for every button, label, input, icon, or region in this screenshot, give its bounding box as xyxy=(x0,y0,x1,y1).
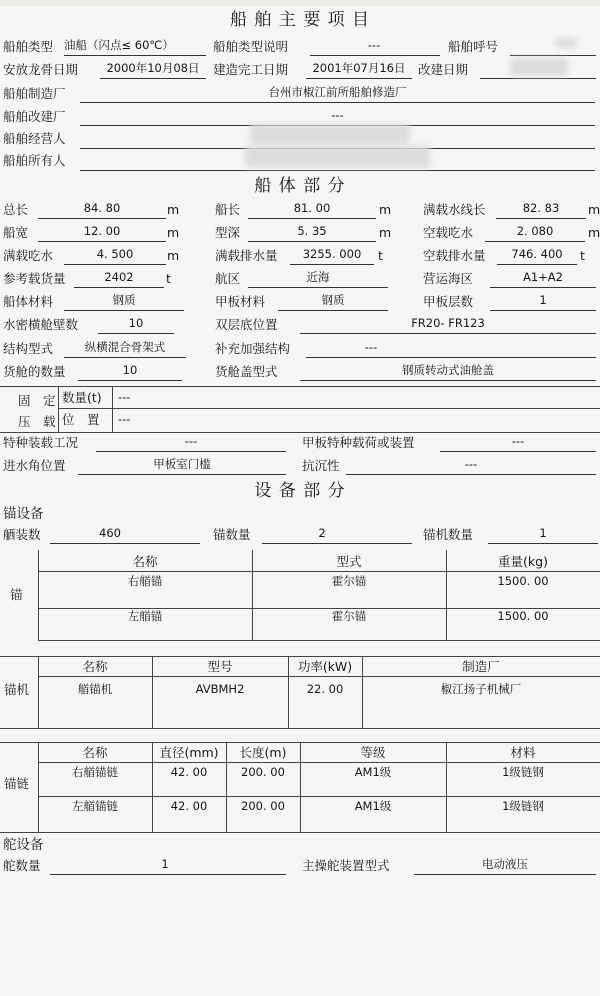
anchor-row-1-type: 霍尔锚 xyxy=(331,574,367,588)
ref-load-line xyxy=(74,287,164,288)
hull-title: 船 体 部 分 xyxy=(254,176,346,196)
chain-row-2-grade: AM1级 xyxy=(354,799,392,813)
modify-date-line xyxy=(480,78,596,79)
light-draft-value: 2. 080 xyxy=(516,224,554,238)
chain-table-header-line xyxy=(38,762,600,763)
ship-type-desc-label: 船舶类型说明 xyxy=(213,39,289,54)
rudder-count-label: 舵数量 xyxy=(3,858,41,873)
keel-date-value: 2000年10月08日 xyxy=(106,61,200,75)
top-cropped-strip xyxy=(0,0,600,6)
structure-label: 结构型式 xyxy=(3,341,54,356)
deck-material-line xyxy=(278,310,388,311)
ship-type-line xyxy=(64,55,206,56)
ballast-mid-line xyxy=(58,408,600,409)
depth-label: 型深 xyxy=(215,225,241,240)
special-load-value: --- xyxy=(184,434,198,448)
windlass-header-name: 名称 xyxy=(82,659,108,674)
beam-label: 船宽 xyxy=(3,225,29,240)
full-disp-line xyxy=(290,264,374,265)
special-load-label: 特种装载工况 xyxy=(3,435,79,450)
chain-header-grade: 等级 xyxy=(360,745,386,760)
chain-table-bottom-line xyxy=(0,832,600,833)
full-draft-unit: m xyxy=(167,248,180,263)
chain-row-2-name: 左艏锚链 xyxy=(72,799,118,813)
anchor-row-1-weight: 1500. 00 xyxy=(497,574,549,588)
wll-label: 满载水线长 xyxy=(423,202,486,217)
chain-header-name: 名称 xyxy=(82,745,108,760)
holds-line xyxy=(78,380,182,381)
fit-num-line xyxy=(50,543,200,544)
loa-line xyxy=(38,218,166,219)
ballast-qty-label: 数量(t) xyxy=(62,390,102,405)
op-area-value: A1+A2 xyxy=(522,270,563,284)
anchor-table-bottom-line xyxy=(38,640,600,641)
structure-line xyxy=(64,357,186,358)
deck-layers-line xyxy=(490,310,596,311)
ballast-label-1: 固 定 xyxy=(18,393,56,408)
windlass-row-power: 22. 00 xyxy=(306,682,344,696)
light-disp-label: 空载排水量 xyxy=(423,248,486,263)
anchor-header-name: 名称 xyxy=(132,554,158,569)
fit-num-label: 舾装数 xyxy=(3,527,41,542)
anchor-table-header-line xyxy=(38,571,600,572)
chain-row-2-material: 1级链钢 xyxy=(502,799,544,813)
full-disp-value: 3255. 000 xyxy=(302,247,362,261)
deck-special-value: --- xyxy=(511,434,525,448)
anchor-row-1-name: 右艏锚 xyxy=(127,574,163,588)
chain-table-row-line xyxy=(38,796,600,797)
anchor-row-2-name: 左艏锚 xyxy=(127,609,163,623)
operator-label: 船舶经营人 xyxy=(3,131,66,146)
callsign-line xyxy=(510,55,596,56)
ballast-divider xyxy=(58,386,59,432)
chain-header-length: 长度(m) xyxy=(239,745,287,760)
callsign-label: 船舶呼号 xyxy=(448,39,499,54)
double-bottom-value: FR20- FR123 xyxy=(411,316,485,330)
anchor-count-value: 2 xyxy=(318,526,326,540)
ballast-label-2: 压 载 xyxy=(18,414,56,429)
wll-unit: m xyxy=(588,202,600,217)
depth-unit: m xyxy=(379,225,392,240)
windlass-row-name: 艏锚机 xyxy=(77,682,113,696)
ship-type-desc-line xyxy=(310,55,440,56)
anchor-row-2-weight: 1500. 00 xyxy=(497,609,549,623)
hatch-line xyxy=(300,380,596,381)
chain-row-2-diameter: 42. 00 xyxy=(170,799,208,813)
light-draft-label: 空载吃水 xyxy=(423,225,474,240)
builder-label: 船舶制造厂 xyxy=(3,86,66,101)
builder-line xyxy=(80,102,595,103)
hatch-label: 货舱盖型式 xyxy=(215,364,278,379)
anchor-header-type: 型式 xyxy=(336,554,362,569)
builder-value: 台州市椒江前所船舶修造厂 xyxy=(268,85,407,99)
beam-unit: m xyxy=(167,225,180,240)
nav-area-line xyxy=(248,287,388,288)
hull-material-line xyxy=(64,310,184,311)
loa-label: 总长 xyxy=(3,202,29,217)
deck-special-line xyxy=(440,451,596,452)
anti-sink-value: --- xyxy=(464,457,478,471)
full-disp-label: 满载排水量 xyxy=(215,248,278,263)
beam-line xyxy=(38,241,166,242)
ref-load-label: 参考载货量 xyxy=(3,271,66,286)
ballast-top-line xyxy=(0,386,600,387)
light-draft-line xyxy=(485,241,585,242)
rudder-section-label: 舵设备 xyxy=(3,837,44,853)
anchor-count-label: 锚数量 xyxy=(213,527,251,542)
depth-value: 5. 35 xyxy=(297,224,327,238)
beam-value: 12. 00 xyxy=(83,224,121,238)
bulkheads-line xyxy=(98,333,174,334)
ballast-pos-label: 位 置 xyxy=(62,412,100,427)
steering-value: 电动液压 xyxy=(482,857,528,871)
loa-value: 84. 80 xyxy=(83,201,121,215)
main-items-title: 船 舶 主 要 项 目 xyxy=(229,10,371,30)
windlass-header-power: 功率(kW) xyxy=(297,659,353,674)
equipment-title: 设 备 部 分 xyxy=(254,481,346,501)
rudder-count-value: 1 xyxy=(161,857,169,871)
windlass-row-model: AVBMH2 xyxy=(195,682,245,696)
steering-label: 主操舵装置型式 xyxy=(302,858,390,873)
deck-material-value: 钢质 xyxy=(321,293,345,307)
windlass-count-line xyxy=(488,543,598,544)
lbp-unit: m xyxy=(379,202,392,217)
chain-row-1-material: 1级链钢 xyxy=(502,765,544,779)
hull-material-label: 船体材料 xyxy=(3,294,54,309)
full-draft-value: 4. 500 xyxy=(96,247,134,261)
owner-redacted xyxy=(245,146,430,168)
rebuilder-label: 船舶改建厂 xyxy=(3,109,66,124)
complete-date-value: 2001年07月16日 xyxy=(312,61,406,75)
keel-date-line xyxy=(100,78,206,79)
windlass-table-header-line xyxy=(38,676,600,677)
wll-value: 82. 83 xyxy=(522,201,560,215)
modify-date-redacted xyxy=(510,58,568,76)
holds-value: 10 xyxy=(122,363,138,377)
full-disp-unit: t xyxy=(378,248,383,263)
chain-header-material: 材料 xyxy=(510,745,536,760)
complete-date-line xyxy=(306,78,412,79)
bulkheads-value: 10 xyxy=(128,316,144,330)
double-bottom-label: 双层底位置 xyxy=(215,317,278,332)
op-area-line xyxy=(490,287,596,288)
deck-layers-value: 1 xyxy=(539,293,547,307)
modify-date-label: 改建日期 xyxy=(418,62,469,77)
ballast-qty-value: --- xyxy=(118,390,131,404)
hatch-value: 钢质转动式油舱盖 xyxy=(402,363,494,377)
lbp-line xyxy=(248,218,376,219)
ballast-divider-2 xyxy=(112,386,113,432)
bulkheads-label: 水密横舱壁数 xyxy=(3,317,79,332)
flood-value: 甲板室门槛 xyxy=(153,457,211,471)
anti-sink-label: 抗沉性 xyxy=(302,458,340,473)
chain-row-1-diameter: 42. 00 xyxy=(170,765,208,779)
flood-line xyxy=(78,474,286,475)
callsign-redacted xyxy=(555,38,577,48)
operator-redacted xyxy=(250,124,410,144)
anchor-section-label: 锚设备 xyxy=(3,506,44,522)
windlass-header-maker: 制造厂 xyxy=(462,659,500,674)
op-area-label: 营运海区 xyxy=(423,271,474,286)
rebuilder-value: --- xyxy=(331,108,344,122)
anti-sink-line xyxy=(346,474,596,475)
light-disp-unit: t xyxy=(580,248,585,263)
chain-row-1-name: 右艏锚链 xyxy=(72,765,118,779)
chain-header-diameter: 直径(mm) xyxy=(159,745,219,760)
chain-table-side-label: 锚链 xyxy=(4,776,30,791)
light-disp-value: 746. 400 xyxy=(511,247,563,261)
anchor-count-line xyxy=(262,543,412,544)
windlass-count-label: 锚机数量 xyxy=(423,527,474,542)
double-bottom-line xyxy=(300,333,596,334)
windlass-table-bottom-line xyxy=(0,728,600,729)
fit-num-value: 460 xyxy=(99,526,121,540)
nav-area-value: 近海 xyxy=(306,270,330,284)
chain-row-1-grade: AM1级 xyxy=(354,765,392,779)
reinforce-line xyxy=(306,357,596,358)
ballast-pos-value: --- xyxy=(118,412,131,426)
flood-label: 进水角位置 xyxy=(3,458,66,473)
windlass-row-maker: 椒江扬子机械厂 xyxy=(440,682,522,696)
light-disp-line xyxy=(497,264,577,265)
windlass-header-model: 型号 xyxy=(207,659,233,674)
reinforce-label: 补充加强结构 xyxy=(215,341,291,356)
ship-type-desc-value: --- xyxy=(367,38,381,52)
rudder-count-line xyxy=(50,874,286,875)
deck-special-label: 甲板特种载荷或装置 xyxy=(302,435,415,450)
deck-layers-label: 甲板层数 xyxy=(423,294,474,309)
holds-label: 货舱的数量 xyxy=(3,364,66,379)
hull-material-value: 钢质 xyxy=(112,293,136,307)
lbp-value: 81. 00 xyxy=(293,201,331,215)
anchor-table-side-label: 锚 xyxy=(10,587,23,602)
owner-line xyxy=(80,170,595,171)
full-draft-line xyxy=(64,264,166,265)
ship-type-label: 船舶类型 xyxy=(3,39,54,54)
complete-date-label: 建造完工日期 xyxy=(213,62,289,77)
chain-row-2-length: 200. 00 xyxy=(241,799,285,813)
anchor-header-weight: 重量(kg) xyxy=(498,554,548,569)
ref-load-value: 2402 xyxy=(104,270,134,284)
wll-line xyxy=(496,218,586,219)
ref-load-unit: t xyxy=(166,271,171,286)
full-draft-label: 满载吃水 xyxy=(3,248,54,263)
windlass-table-top-line xyxy=(0,656,600,657)
loa-unit: m xyxy=(167,202,180,217)
light-draft-unit: m xyxy=(588,225,600,240)
chain-table-top-line xyxy=(0,742,600,743)
keel-date-label: 安放龙骨日期 xyxy=(3,62,79,77)
lbp-label: 船长 xyxy=(215,202,241,217)
anchor-row-2-type: 霍尔锚 xyxy=(331,609,367,623)
depth-line xyxy=(248,241,376,242)
nav-area-label: 航区 xyxy=(215,271,241,286)
structure-value: 纵横混合骨架式 xyxy=(84,340,166,354)
ship-type-value: 油船（闪点≤ 60℃） xyxy=(64,38,174,52)
windlass-count-value: 1 xyxy=(539,526,547,540)
windlass-table-side-label: 锚机 xyxy=(4,682,30,697)
special-load-line xyxy=(96,451,286,452)
reinforce-value: --- xyxy=(364,340,378,354)
ballast-bottom-line xyxy=(0,432,600,433)
steering-line xyxy=(414,874,596,875)
deck-material-label: 甲板材料 xyxy=(215,294,266,309)
chain-row-1-length: 200. 00 xyxy=(241,765,285,779)
owner-label: 船舶所有人 xyxy=(3,153,66,168)
